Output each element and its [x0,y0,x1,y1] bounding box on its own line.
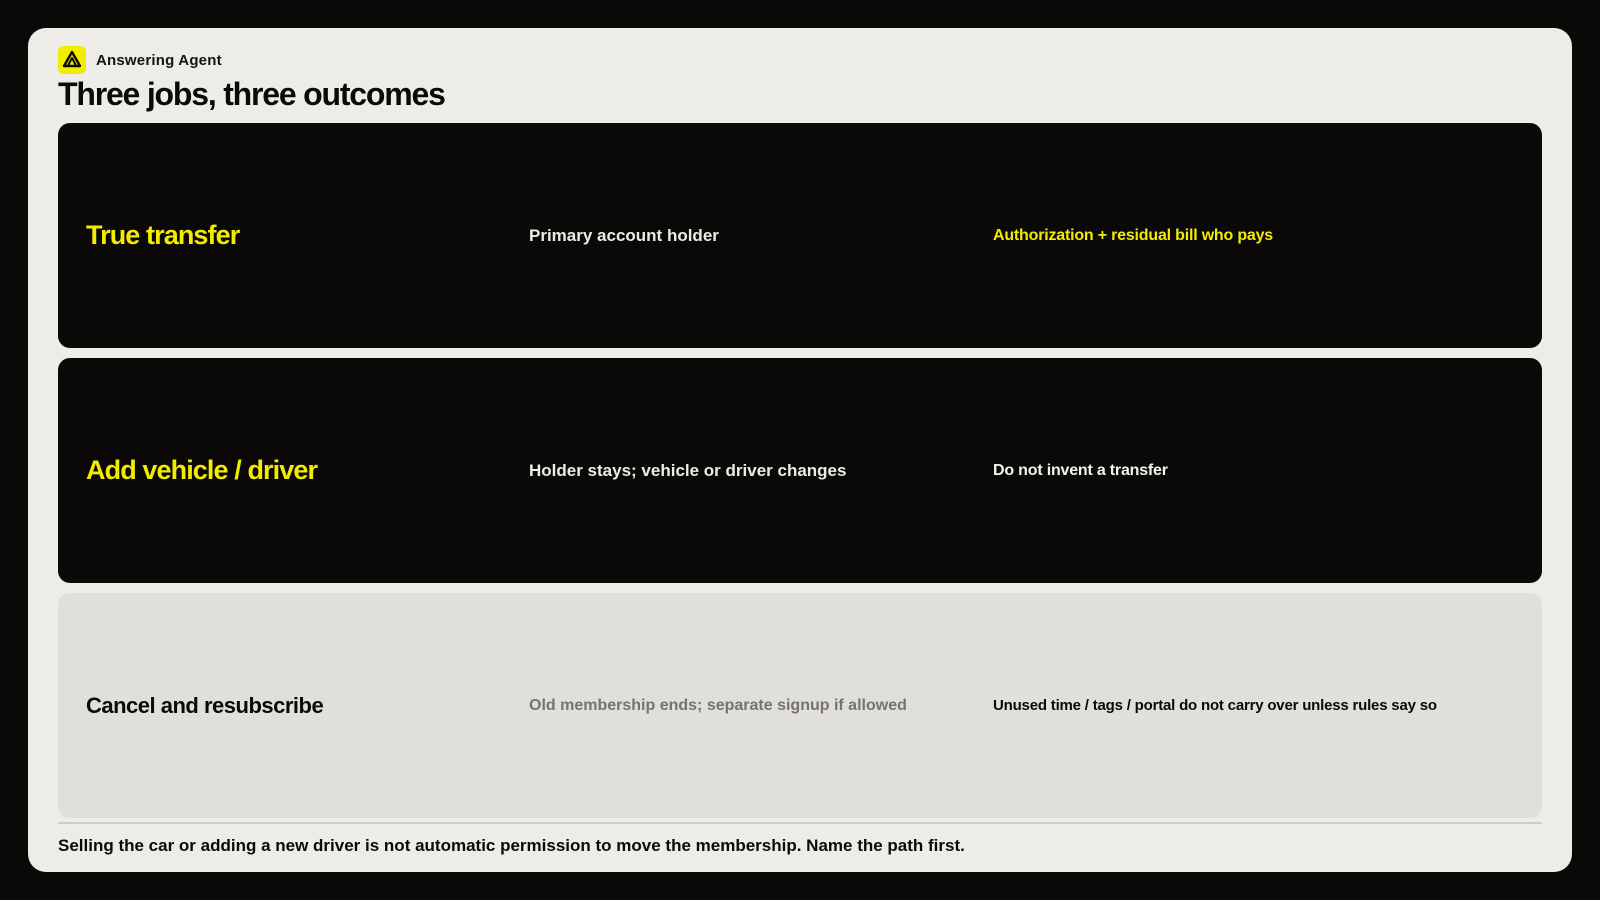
job-who: Old membership ends; separate signup if allowed [529,696,907,714]
job-row-true-transfer [58,123,1542,348]
footer-divider [58,822,1542,824]
job-row-cancel-resubscribe [58,593,1542,818]
job-outcome: Authorization + residual bill who pays [993,226,1273,244]
brand-name: Answering Agent [96,51,222,69]
slide-card [28,28,1572,872]
job-name: Cancel and resubscribe [86,692,324,718]
job-outcome: Do not invent a transfer [993,461,1168,479]
job-name: Add vehicle / driver [86,455,318,485]
job-name: True transfer [86,220,240,250]
jobs-list [58,123,1542,828]
job-outcome: Unused time / tags / portal do not carry over unless rules say so [993,697,1437,714]
job-row-add-vehicle-driver [58,358,1542,583]
brand [58,46,222,74]
triangle-logo-icon [58,46,86,74]
page-title: Three jobs, three outcomes [58,76,445,112]
job-who: Primary account holder [529,225,719,245]
footnote: Selling the car or adding a new driver is not automatic permission to move the membership. Name the path first. [58,836,965,855]
job-who: Holder stays; vehicle or driver changes [529,460,847,480]
